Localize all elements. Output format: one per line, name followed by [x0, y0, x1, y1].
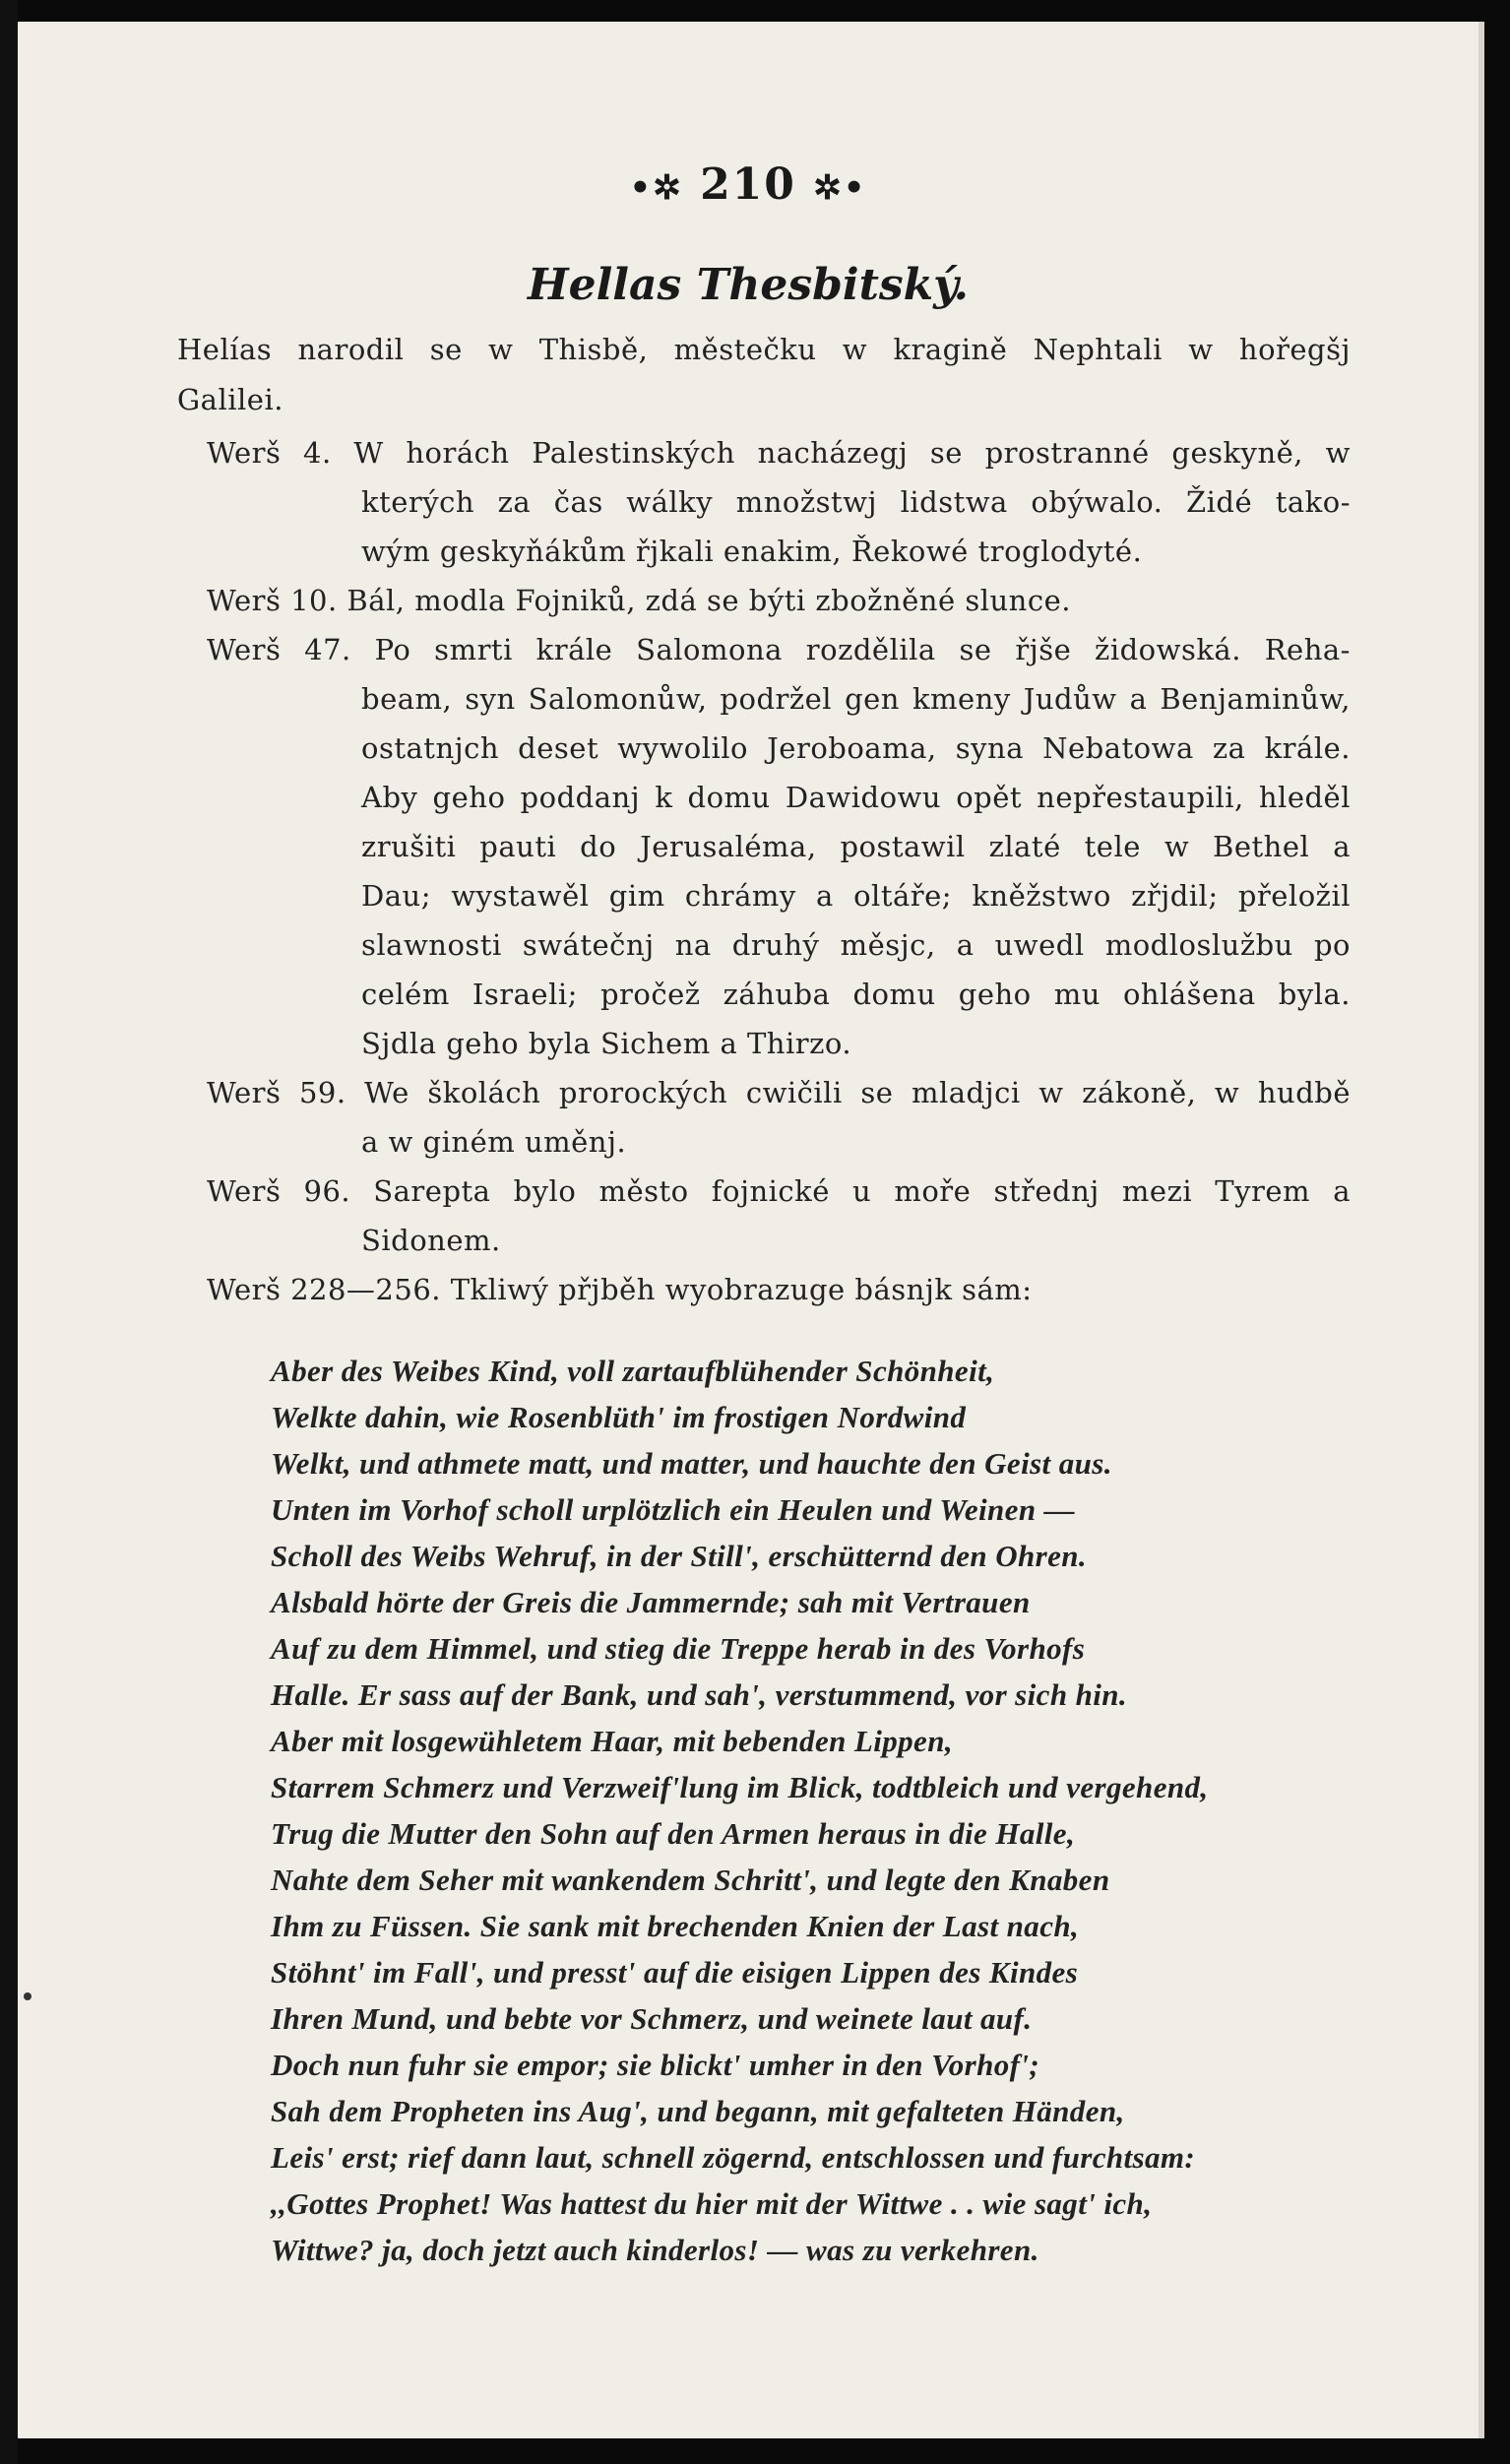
verse-line: celém Israeli; pročež záhuba domu geho mu ohlášena byla.: [361, 978, 1351, 1011]
verse-line: Sidonem.: [361, 1224, 501, 1257]
poem-line: Alsbald hörte der Greis die Jammernde; sah mit Vertrauen: [271, 1585, 1031, 1619]
verse-line: Werš 228—256. Tkliwý přjběh wyobrazuge básnjk sám:: [207, 1273, 1033, 1306]
page-title: Hellas Thesbitský.: [528, 260, 969, 310]
poem-line: Unten im Vorhof scholl urplötzlich ein Heulen und Weinen —: [271, 1492, 1076, 1527]
verse-line: Dau; wystawěl gim chrámy a oltáře; kněžstwo zřjdil; přeložil: [361, 879, 1351, 913]
poem-line: Aber des Weibes Kind, voll zartaufblühender Schönheit,: [271, 1354, 995, 1388]
poem-line: ,,Gottes Prophet! Was hattest du hier mit der Wittwe . . wie sagt' ich,: [271, 2186, 1153, 2221]
verse-line: wým geskyňákům řjkali enakim, Řekowé troglodyté.: [361, 535, 1143, 568]
poem-line: Ihren Mund, und bebte vor Schmerz, und weinete laut auf.: [271, 2001, 1033, 2036]
poem-line: Wittwe? ja, doch jetzt auch kinderlos! — was zu verkehren.: [271, 2233, 1039, 2267]
intro-line: Galilei.: [177, 383, 283, 416]
poem-line: Sah dem Propheten ins Aug', und begann, mit gefalteten Händen,: [271, 2094, 1125, 2128]
poem-line: Ihm zu Füssen. Sie sank mit brechenden Knien der Last nach,: [271, 1909, 1080, 1943]
intro-line: Helías narodil se w Thisbě, městečku w kragině Nephtali w hořegšj: [177, 333, 1351, 366]
verse-line: Werš 96. Sarepta bylo město fojnické u moře střednj mezi Tyrem a: [207, 1174, 1351, 1208]
verse-line: Werš 47. Po smrti krále Salomona rozdělila se řjše židowská. Reha-: [207, 633, 1351, 666]
poem-line: Scholl des Weibs Wehruf, in der Still', erschütternd den Ohren.: [271, 1539, 1088, 1573]
verse-line: a w giném uměnj.: [361, 1125, 627, 1159]
verse-line: zrušiti pauti do Jerusaléma, postawil zlaté tele w Bethel a: [361, 830, 1351, 863]
verse-line: ostatnjch deset wywolilo Jeroboama, syna Nebatowa za krále.: [361, 731, 1351, 765]
poem-line: Halle. Er sass auf der Bank, und sah', verstummend, vor sich hin.: [271, 1677, 1128, 1712]
verse-line: Sjdla geho byla Sichem a Thirzo.: [361, 1027, 852, 1060]
poem-line: Auf zu dem Himmel, und stieg die Treppe herab in des Vorhofs: [271, 1631, 1086, 1666]
poem-line: Welkt, und athmete matt, und matter, und hauchte den Geist aus.: [271, 1446, 1112, 1481]
verse-line: Werš 59. We školách prorockých cwičili se mladjci w zákoně, w hudbě: [207, 1076, 1351, 1109]
poem-line: Leis' erst; rief dann laut, schnell zögernd, entschlossen und furchtsam:: [271, 2140, 1196, 2175]
ornament-right-icon: ✲•: [813, 168, 867, 208]
poem-line: Welkte dahin, wie Rosenblüth' im frostigen Nordwind: [271, 1400, 967, 1434]
poem-line: Aber mit losgewühletem Haar, mit bebenden Lippen,: [271, 1724, 954, 1758]
verse-line: beam, syn Salomonůw, podržel gen kmeny Judůw a Benjaminůw,: [361, 682, 1351, 716]
poem-line: Nahte dem Seher mit wankendem Schritt', und legte den Knaben: [271, 1863, 1110, 1897]
ornament-left-icon: •✲: [629, 168, 683, 208]
verse-line: kterých za čas wálky množstwj lidstwa obýwalo. Židé tako-: [361, 485, 1351, 519]
poem-line: Trug die Mutter den Sohn auf den Armen heraus in die Halle,: [271, 1816, 1076, 1851]
poem-line: Starrem Schmerz und Verzweif'lung im Blick, todtbleich und vergehend,: [271, 1770, 1209, 1804]
page-number: 210: [700, 159, 796, 210]
poem-line: Doch nun fuhr sie empor; sie blickt' umher in den Vorhof';: [271, 2048, 1040, 2082]
verse-line: Aby geho poddanj k domu Dawidowu opět nepřestaupili, hleděl: [361, 781, 1351, 814]
verse-line: Werš 4. W horách Palestinských nacházegj se prostranné geskyně, w: [207, 436, 1351, 470]
verse-line: slawnosti swátečnj na druhý měsjc, a uwedl modloslužbu po: [361, 928, 1351, 962]
verse-line: Werš 10. Bál, modla Fojniků, zdá se býti zbožněné slunce.: [207, 584, 1071, 617]
poem-line: Stöhnt' im Fall', und presst' auf die eisigen Lippen des Kindes: [271, 1955, 1079, 1990]
